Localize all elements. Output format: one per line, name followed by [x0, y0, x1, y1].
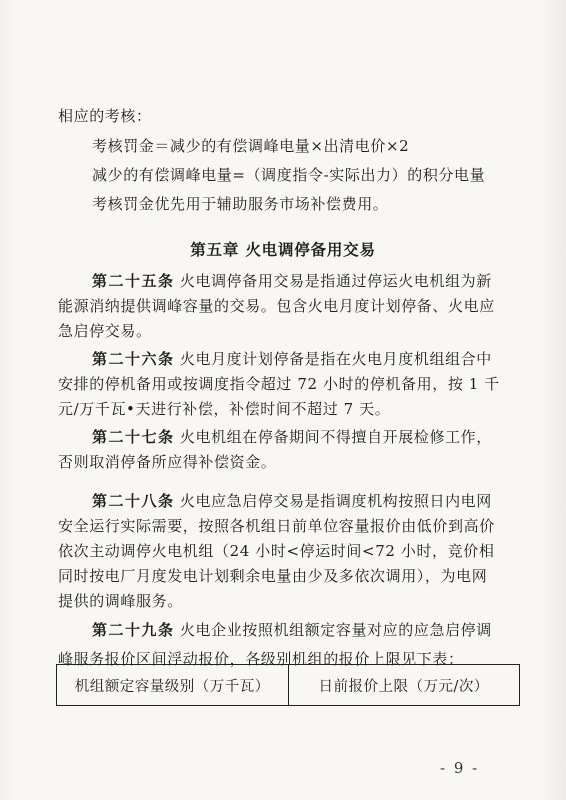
article-line: 安全运行实际需要，按照各机组日前单位容量报价由低价到高价 [58, 517, 495, 535]
page-number: - 9 - [440, 759, 480, 777]
article-first-line [92, 427, 492, 447]
article-label: 第二十六条 [92, 350, 175, 368]
article-label: 第二十八条 [92, 492, 175, 510]
article-text: 火电机组在停备期间不得擅自开展检修工作， [174, 428, 492, 446]
article-first-line [92, 491, 492, 511]
article-line: 同时按电厂月度发电计划剩余电量由少及多依次调用），为电网 [58, 567, 488, 585]
article-line: 元/万千瓦•天进行补偿，补偿时间不超过 7 天。 [58, 400, 391, 418]
article-text: 火电月度计划停备是指在火电月度机组组合中 [174, 350, 492, 368]
article-line: 依次主动调停火电机组（24 小时<停运时间<72 小时，竞价相 [58, 542, 495, 560]
article-first-line [92, 271, 492, 291]
article-first-line [92, 349, 492, 369]
article-text: 火电企业按照机组额定容量对应的应急启停调 [174, 621, 492, 639]
article-first-line [92, 620, 492, 640]
chapter-title: 第五章 火电调停备用交易 [190, 241, 376, 259]
price-cap-table [56, 664, 520, 706]
article-line: 能源消纳提供调峰容量的交易。包含火电月度计划停备、火电应 [58, 297, 495, 315]
table-header-capacity: 机组额定容量级别（万千瓦） [74, 678, 270, 695]
article-line: 提供的调峰服务。 [58, 592, 183, 610]
text-line: 考核罚金优先用于辅助服务市场补偿费用。 [92, 195, 389, 213]
table-header-price-cap: 日前报价上限（万元/次） [288, 665, 520, 705]
article-line: 急启停交易。 [58, 322, 152, 340]
formula-line: 减少的有偿调峰电量=（调度指令-实际出力）的积分电量 [92, 166, 486, 184]
formula-line: 考核罚金＝减少的有偿调峰电量×出清电价×2 [92, 137, 410, 155]
article-label: 第二十七条 [92, 428, 175, 446]
text-line: 相应的考核： [58, 107, 152, 125]
article-line: 否则取消停备所应得补偿资金。 [58, 453, 277, 471]
article-label: 第二十五条 [92, 272, 175, 290]
article-line: 峰服务报价区间浮动报价，各级别机组的报价上限见下表： [58, 650, 464, 668]
article-line: 安排的停机备用或按调度指令超过 72 小时的停机备用，按 1 千 [58, 375, 500, 393]
article-text: 火电调停备用交易是指通过停运火电机组为新 [174, 272, 492, 290]
article-text: 火电应急启停交易是指调度机构按照日内电网 [174, 492, 492, 510]
article-label: 第二十九条 [92, 621, 175, 639]
